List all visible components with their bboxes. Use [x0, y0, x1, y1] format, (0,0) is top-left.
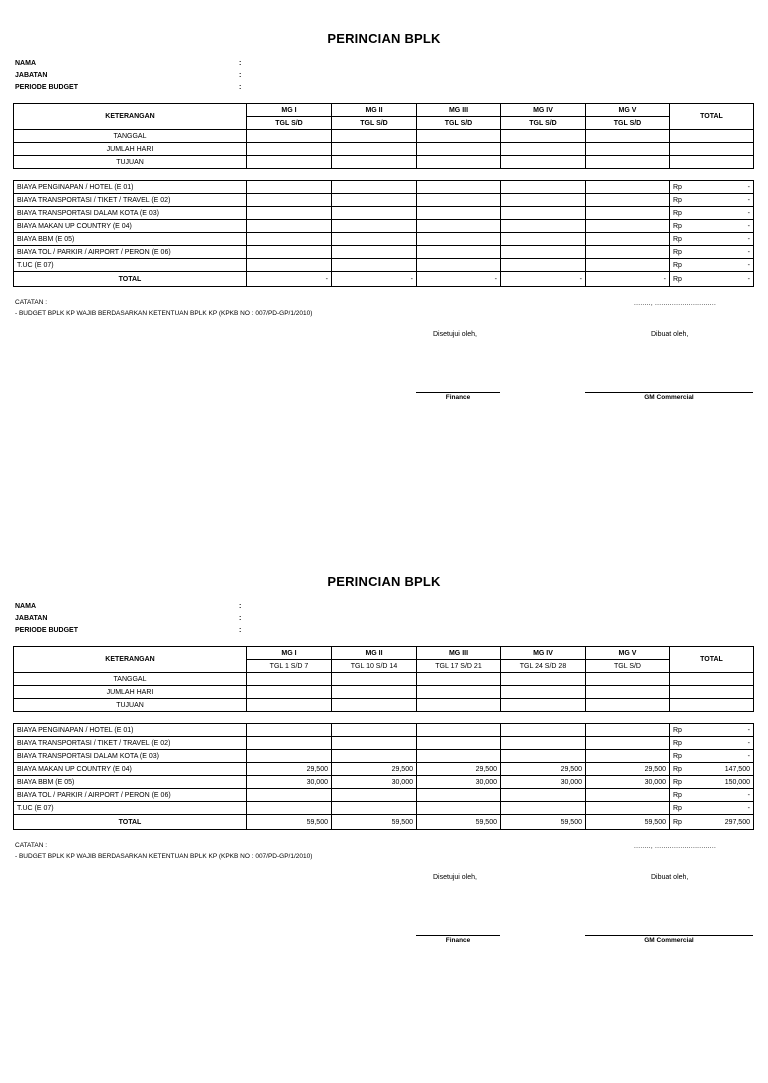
cost-label: BIAYA BBM (E 05): [14, 233, 247, 246]
cost-row: [14, 259, 754, 272]
empty-cell[interactable]: [501, 699, 586, 712]
empty-cell[interactable]: [417, 686, 501, 699]
cost-label: BIAYA TRANSPORTASI / TIKET / TRAVEL (E 02): [14, 194, 247, 207]
amount-cell[interactable]: [586, 789, 670, 802]
info-label: PERIODE BUDGET: [15, 627, 79, 634]
empty-cell[interactable]: [501, 143, 586, 156]
empty-cell[interactable]: [670, 143, 754, 156]
currency-label: Rp: [673, 726, 682, 734]
empty-cell[interactable]: [501, 156, 586, 169]
row-total-cell: [670, 181, 754, 194]
currency-label: Rp: [673, 275, 682, 283]
amount-cell[interactable]: [332, 789, 417, 802]
currency-label: Rp: [673, 235, 682, 243]
week-header: MG I: [247, 104, 332, 117]
empty-cell[interactable]: [586, 130, 670, 143]
empty-cell[interactable]: [247, 143, 332, 156]
currency-label: Rp: [673, 248, 682, 256]
cost-row: [14, 246, 754, 259]
bplk-form: [0, 0, 768, 540]
info-label: NAMA: [15, 60, 36, 67]
row-total-amount: -: [747, 275, 750, 283]
info-row-jabatan: [15, 615, 315, 625]
empty-cell[interactable]: [586, 143, 670, 156]
date-placeholder: ........, .............................: [634, 843, 717, 850]
empty-cell[interactable]: [247, 156, 332, 169]
amount-cell[interactable]: [417, 246, 501, 259]
row-total-cell: [670, 233, 754, 246]
cost-row: [14, 220, 754, 233]
date-range-cell: TGL S/D: [247, 117, 332, 130]
info-row-label: JUMLAH HARI: [14, 686, 247, 699]
info-row-label: TUJUAN: [14, 699, 247, 712]
info-table-row: [14, 156, 754, 169]
empty-cell[interactable]: [247, 699, 332, 712]
empty-cell[interactable]: [417, 673, 501, 686]
amount-cell[interactable]: 59,500: [332, 815, 417, 830]
week-header: MG IV: [501, 647, 586, 660]
total-row: [14, 815, 754, 830]
empty-cell[interactable]: [586, 699, 670, 712]
amount-cell[interactable]: [586, 724, 670, 737]
finance-signature-line: [416, 935, 500, 936]
empty-cell[interactable]: [332, 156, 417, 169]
amount-cell[interactable]: [332, 194, 417, 207]
cost-label: BIAYA TOL / PARKIR / AIRPORT / PERON (E 06): [14, 789, 247, 802]
cost-label: T.UC (E 07): [14, 259, 247, 272]
amount-cell[interactable]: [332, 246, 417, 259]
info-table-row: [14, 130, 754, 143]
created-by-label: Dibuat oleh,: [651, 874, 689, 881]
header-row-weeks: [14, 104, 754, 117]
amount-cell[interactable]: [247, 724, 332, 737]
amount-cell[interactable]: [247, 259, 332, 272]
amount-cell[interactable]: 29,500: [586, 763, 670, 776]
amount-cell[interactable]: [247, 802, 332, 815]
empty-cell[interactable]: [670, 686, 754, 699]
empty-cell[interactable]: [586, 673, 670, 686]
empty-cell[interactable]: [670, 673, 754, 686]
row-total-amount: 147,500: [724, 765, 750, 773]
info-colon: :: [239, 84, 242, 91]
amount-cell[interactable]: [501, 737, 586, 750]
empty-cell[interactable]: [501, 130, 586, 143]
date-range-cell: TGL S/D: [586, 117, 670, 130]
info-row-periode-budget: [15, 627, 315, 637]
amount-cell[interactable]: [247, 750, 332, 763]
amount-cell[interactable]: [332, 724, 417, 737]
amount-cell[interactable]: [247, 181, 332, 194]
amount-cell[interactable]: 59,500: [586, 815, 670, 830]
row-total-amount: -: [747, 739, 750, 747]
currency-label: Rp: [673, 196, 682, 204]
week-header: MG III: [417, 647, 501, 660]
cost-row: [14, 776, 754, 789]
amount-cell[interactable]: [501, 207, 586, 220]
date-range-cell: TGL S/D: [417, 117, 501, 130]
amount-cell[interactable]: [501, 724, 586, 737]
row-total-amount: -: [747, 791, 750, 799]
empty-cell[interactable]: [247, 686, 332, 699]
amount-cell[interactable]: 29,500: [247, 763, 332, 776]
keterangan-header: KETERANGAN: [14, 647, 247, 673]
date-range-cell: TGL S/D: [332, 117, 417, 130]
amount-cell[interactable]: [501, 233, 586, 246]
amount-cell[interactable]: [247, 194, 332, 207]
amount-cell[interactable]: [501, 181, 586, 194]
amount-cell[interactable]: [417, 194, 501, 207]
currency-label: Rp: [673, 791, 682, 799]
currency-label: Rp: [673, 818, 682, 826]
amount-cell[interactable]: [501, 246, 586, 259]
empty-cell[interactable]: [586, 686, 670, 699]
finance-signature-line: [416, 392, 500, 393]
amount-cell[interactable]: [332, 737, 417, 750]
amount-cell[interactable]: [501, 194, 586, 207]
amount-cell[interactable]: -: [586, 272, 670, 287]
amount-cell[interactable]: [586, 194, 670, 207]
date-range-cell: TGL 1 S/D 7: [247, 660, 332, 673]
info-label: JABATAN: [15, 72, 48, 79]
empty-cell[interactable]: [417, 156, 501, 169]
amount-cell[interactable]: [417, 207, 501, 220]
cost-label: BIAYA MAKAN UP COUNTRY (E 04): [14, 763, 247, 776]
amount-cell[interactable]: [586, 259, 670, 272]
empty-cell[interactable]: [332, 686, 417, 699]
cost-label: BIAYA TOL / PARKIR / AIRPORT / PERON (E 06): [14, 246, 247, 259]
info-row-jabatan: [15, 72, 315, 82]
cost-row: [14, 789, 754, 802]
currency-label: Rp: [673, 222, 682, 230]
total-label: TOTAL: [14, 815, 247, 830]
amount-cell[interactable]: [417, 737, 501, 750]
form-title: PERINCIAN BPLK: [327, 574, 441, 589]
amount-cell[interactable]: [247, 737, 332, 750]
currency-label: Rp: [673, 765, 682, 773]
amount-cell[interactable]: [247, 220, 332, 233]
amount-cell[interactable]: -: [501, 272, 586, 287]
cost-table: [13, 180, 754, 287]
week-header: MG II: [332, 647, 417, 660]
cost-label: BIAYA PENGINAPAN / HOTEL (E 01): [14, 724, 247, 737]
total-row: [14, 272, 754, 287]
currency-label: Rp: [673, 752, 682, 760]
row-total-cell: [670, 776, 754, 789]
amount-cell[interactable]: [501, 259, 586, 272]
amount-cell[interactable]: 30,000: [586, 776, 670, 789]
cost-row: [14, 233, 754, 246]
currency-label: Rp: [673, 804, 682, 812]
amount-cell[interactable]: [417, 802, 501, 815]
cost-row: [14, 802, 754, 815]
amount-cell[interactable]: 29,500: [332, 763, 417, 776]
amount-cell[interactable]: [417, 181, 501, 194]
amount-cell[interactable]: [332, 233, 417, 246]
date-range-cell: TGL 24 S/D 28: [501, 660, 586, 673]
amount-cell[interactable]: 29,500: [417, 763, 501, 776]
empty-cell[interactable]: [417, 130, 501, 143]
amount-cell[interactable]: [501, 220, 586, 233]
empty-cell[interactable]: [332, 699, 417, 712]
amount-cell[interactable]: [332, 259, 417, 272]
amount-cell[interactable]: [247, 233, 332, 246]
row-total-amount: -: [747, 804, 750, 812]
row-total-amount: -: [747, 222, 750, 230]
row-total-cell: [670, 815, 754, 830]
cost-label: T.UC (E 07): [14, 802, 247, 815]
row-total-cell: [670, 207, 754, 220]
info-row-nama: [15, 60, 315, 70]
currency-label: Rp: [673, 778, 682, 786]
amount-cell[interactable]: -: [247, 272, 332, 287]
row-total-cell: [670, 194, 754, 207]
created-by-label: Dibuat oleh,: [651, 331, 689, 338]
total-header: TOTAL: [670, 647, 754, 673]
amount-cell[interactable]: 30,000: [501, 776, 586, 789]
empty-cell[interactable]: [417, 699, 501, 712]
row-total-cell: [670, 802, 754, 815]
info-colon: :: [239, 615, 242, 622]
amount-cell[interactable]: [586, 181, 670, 194]
cost-label: BIAYA TRANSPORTASI / TIKET / TRAVEL (E 02): [14, 737, 247, 750]
amount-cell[interactable]: [247, 207, 332, 220]
currency-label: Rp: [673, 209, 682, 217]
amount-cell[interactable]: [586, 802, 670, 815]
approved-by-label: Disetujui oleh,: [433, 874, 477, 881]
row-total-cell: [670, 246, 754, 259]
gm-signatory: GM Commercial: [644, 937, 694, 944]
empty-cell[interactable]: [247, 130, 332, 143]
amount-cell[interactable]: 29,500: [501, 763, 586, 776]
row-total-cell: [670, 763, 754, 776]
info-table-row: [14, 673, 754, 686]
empty-cell[interactable]: [501, 686, 586, 699]
date-range-cell: TGL S/D: [586, 660, 670, 673]
date-range-cell: TGL S/D: [501, 117, 586, 130]
info-row-label: JUMLAH HARI: [14, 143, 247, 156]
amount-cell[interactable]: 59,500: [247, 815, 332, 830]
amount-cell[interactable]: 30,000: [417, 776, 501, 789]
cost-row: [14, 207, 754, 220]
gm-signature-line: [585, 935, 753, 936]
cost-row: [14, 724, 754, 737]
info-row-nama: [15, 603, 315, 613]
empty-cell[interactable]: [332, 673, 417, 686]
header-row-weeks: [14, 647, 754, 660]
cost-row: [14, 194, 754, 207]
cost-row: [14, 750, 754, 763]
budget-note: - BUDGET BPLK KP WAJIB BERDASARKAN KETENTUAN BPLK KP (KPKB NO : 007/PD-GP/1/2010): [15, 853, 313, 860]
cost-row: [14, 181, 754, 194]
finance-signatory: Finance: [445, 937, 471, 944]
week-header: MG V: [586, 647, 670, 660]
amount-cell[interactable]: [417, 724, 501, 737]
row-total-amount: -: [747, 183, 750, 191]
cost-label: BIAYA MAKAN UP COUNTRY (E 04): [14, 220, 247, 233]
currency-label: Rp: [673, 183, 682, 191]
row-total-cell: [670, 750, 754, 763]
catatan-label: CATATAN :: [15, 299, 48, 306]
week-header: MG II: [332, 104, 417, 117]
row-total-cell: [670, 737, 754, 750]
amount-cell[interactable]: 59,500: [501, 815, 586, 830]
empty-cell[interactable]: [247, 673, 332, 686]
budget-note: - BUDGET BPLK KP WAJIB BERDASARKAN KETENTUAN BPLK KP (KPKB NO : 007/PD-GP/1/2010): [15, 310, 313, 317]
amount-cell[interactable]: [417, 220, 501, 233]
info-table-row: [14, 699, 754, 712]
week-header: MG V: [586, 104, 670, 117]
cost-row: [14, 737, 754, 750]
bplk-form: [0, 543, 768, 1083]
empty-cell[interactable]: [417, 143, 501, 156]
row-total-amount: -: [747, 235, 750, 243]
amount-cell[interactable]: [501, 802, 586, 815]
amount-cell[interactable]: [332, 750, 417, 763]
amount-cell[interactable]: [247, 789, 332, 802]
amount-cell[interactable]: [586, 246, 670, 259]
row-total-amount: -: [747, 752, 750, 760]
currency-label: Rp: [673, 261, 682, 269]
row-total-amount: -: [747, 726, 750, 734]
info-row-label: TANGGAL: [14, 673, 247, 686]
amount-cell[interactable]: [417, 750, 501, 763]
gm-signatory: GM Commercial: [644, 394, 694, 401]
amount-cell[interactable]: [586, 220, 670, 233]
cost-label: BIAYA BBM (E 05): [14, 776, 247, 789]
amount-cell[interactable]: 30,000: [247, 776, 332, 789]
amount-cell[interactable]: [586, 233, 670, 246]
catatan-label: CATATAN :: [15, 842, 48, 849]
cost-label: BIAYA TRANSPORTASI DALAM KOTA (E 03): [14, 207, 247, 220]
empty-cell[interactable]: [586, 156, 670, 169]
info-label: PERIODE BUDGET: [15, 84, 79, 91]
amount-cell[interactable]: [586, 737, 670, 750]
info-colon: :: [239, 72, 242, 79]
amount-cell[interactable]: [586, 207, 670, 220]
amount-cell[interactable]: -: [332, 272, 417, 287]
empty-cell[interactable]: [501, 673, 586, 686]
info-row-periode-budget: [15, 84, 315, 94]
amount-cell[interactable]: [247, 246, 332, 259]
info-label: JABATAN: [15, 615, 48, 622]
cost-row: [14, 763, 754, 776]
date-placeholder: ........, .............................: [634, 300, 717, 307]
empty-cell[interactable]: [670, 130, 754, 143]
info-table-row: [14, 143, 754, 156]
row-total-amount: -: [747, 248, 750, 256]
total-header: TOTAL: [670, 104, 754, 130]
amount-cell[interactable]: 30,000: [332, 776, 417, 789]
info-colon: :: [239, 60, 242, 67]
empty-cell[interactable]: [670, 699, 754, 712]
row-total-amount: -: [747, 209, 750, 217]
week-header: MG IV: [501, 104, 586, 117]
week-header: MG III: [417, 104, 501, 117]
row-total-cell: [670, 220, 754, 233]
cost-label: BIAYA TRANSPORTASI DALAM KOTA (E 03): [14, 750, 247, 763]
row-total-amount: -: [747, 261, 750, 269]
approved-by-label: Disetujui oleh,: [433, 331, 477, 338]
amount-cell[interactable]: [332, 181, 417, 194]
row-total-cell: [670, 259, 754, 272]
row-total-amount: -: [747, 196, 750, 204]
form-title: PERINCIAN BPLK: [327, 31, 441, 46]
date-range-cell: TGL 17 S/D 21: [417, 660, 501, 673]
info-colon: :: [239, 627, 242, 634]
week-header: MG I: [247, 647, 332, 660]
cost-table: [13, 723, 754, 830]
amount-cell[interactable]: [501, 789, 586, 802]
row-total-cell: [670, 272, 754, 287]
row-total-amount: 297,500: [724, 818, 750, 826]
keterangan-header: KETERANGAN: [14, 104, 247, 130]
amount-cell[interactable]: [332, 207, 417, 220]
info-row-label: TUJUAN: [14, 156, 247, 169]
finance-signatory: Finance: [445, 394, 471, 401]
info-table-row: [14, 686, 754, 699]
info-row-label: TANGGAL: [14, 130, 247, 143]
header-table: [13, 103, 754, 169]
info-colon: :: [239, 603, 242, 610]
amount-cell[interactable]: [417, 233, 501, 246]
date-range-cell: TGL 10 S/D 14: [332, 660, 417, 673]
amount-cell[interactable]: 59,500: [417, 815, 501, 830]
info-label: NAMA: [15, 603, 36, 610]
header-table: [13, 646, 754, 712]
total-label: TOTAL: [14, 272, 247, 287]
amount-cell[interactable]: [586, 750, 670, 763]
row-total-amount: 150,000: [724, 778, 750, 786]
amount-cell[interactable]: -: [417, 272, 501, 287]
currency-label: Rp: [673, 739, 682, 747]
empty-cell[interactable]: [332, 130, 417, 143]
amount-cell[interactable]: [417, 259, 501, 272]
empty-cell[interactable]: [332, 143, 417, 156]
cost-label: BIAYA PENGINAPAN / HOTEL (E 01): [14, 181, 247, 194]
row-total-cell: [670, 789, 754, 802]
amount-cell[interactable]: [417, 789, 501, 802]
amount-cell[interactable]: [332, 220, 417, 233]
row-total-cell: [670, 724, 754, 737]
gm-signature-line: [585, 392, 753, 393]
amount-cell[interactable]: [501, 750, 586, 763]
empty-cell[interactable]: [670, 156, 754, 169]
amount-cell[interactable]: [332, 802, 417, 815]
